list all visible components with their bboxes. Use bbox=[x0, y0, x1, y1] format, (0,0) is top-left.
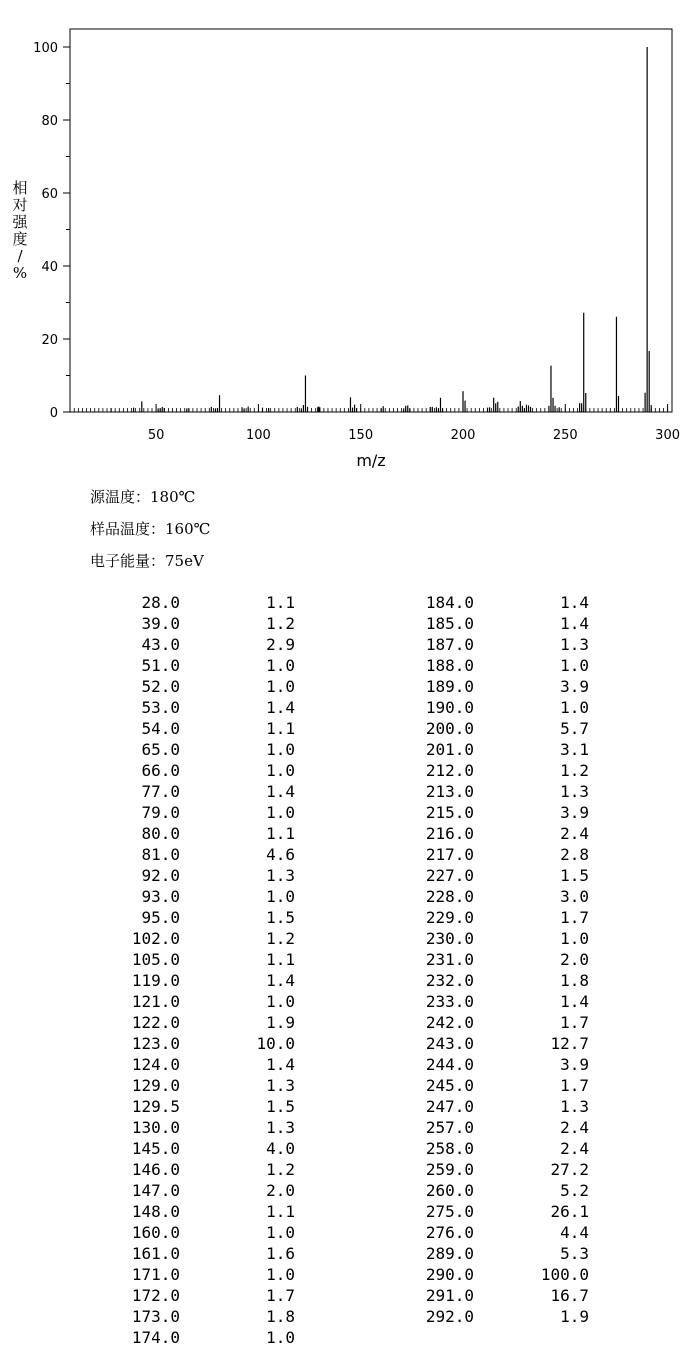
peak-intensity: 1.0 bbox=[266, 1265, 295, 1284]
peak-mz: 79.0 bbox=[141, 803, 180, 822]
peak-mz: 161.0 bbox=[131, 1244, 180, 1263]
peak-intensity: 1.5 bbox=[266, 908, 295, 927]
peak-intensity: 1.1 bbox=[266, 593, 295, 612]
peak-intensity: 1.0 bbox=[560, 656, 589, 675]
peak-mz: 80.0 bbox=[141, 824, 180, 843]
peak-mz: 275.0 bbox=[425, 1202, 474, 1221]
peak-table-left bbox=[96, 592, 295, 1348]
peak-intensity: 1.2 bbox=[266, 614, 295, 633]
peak-mz: 105.0 bbox=[131, 950, 180, 969]
peak-mz: 119.0 bbox=[131, 971, 180, 990]
peak-mz: 129.0 bbox=[131, 1076, 180, 1095]
peak-intensity: 27.2 bbox=[550, 1160, 589, 1179]
peak-row bbox=[390, 739, 589, 760]
peak-mz: 129.5 bbox=[131, 1097, 180, 1116]
peak-row bbox=[96, 718, 295, 739]
x-axis-label: m/z bbox=[356, 451, 386, 470]
peak-row bbox=[96, 781, 295, 802]
peak-intensity: 100.0 bbox=[540, 1265, 589, 1284]
peak-intensity: 2.4 bbox=[560, 824, 589, 843]
peak-intensity: 2.4 bbox=[560, 1118, 589, 1137]
peak-row bbox=[390, 991, 589, 1012]
y-axis-label-char: 对 bbox=[12, 196, 28, 214]
peak-row bbox=[96, 676, 295, 697]
peak-intensity: 1.0 bbox=[266, 1223, 295, 1242]
peak-mz: 93.0 bbox=[141, 887, 180, 906]
peak-row bbox=[96, 1054, 295, 1075]
peak-intensity: 5.2 bbox=[560, 1181, 589, 1200]
peak-intensity: 3.9 bbox=[560, 803, 589, 822]
peak-mz: 229.0 bbox=[425, 908, 474, 927]
peak-mz: 53.0 bbox=[141, 698, 180, 717]
y-axis-label-char: 强 bbox=[12, 213, 28, 231]
peak-row bbox=[96, 655, 295, 676]
peak-intensity: 1.1 bbox=[266, 824, 295, 843]
peak-row bbox=[390, 886, 589, 907]
electron-energy: 电子能量：75eV bbox=[90, 552, 204, 570]
peak-intensity: 2.4 bbox=[560, 1139, 589, 1158]
peak-mz: 190.0 bbox=[425, 698, 474, 717]
peak-mz: 227.0 bbox=[425, 866, 474, 885]
peak-row bbox=[390, 907, 589, 928]
peak-row bbox=[96, 1033, 295, 1054]
peak-mz: 174.0 bbox=[131, 1328, 180, 1347]
peak-row bbox=[96, 844, 295, 865]
peak-intensity: 1.7 bbox=[560, 908, 589, 927]
peak-intensity: 1.0 bbox=[266, 803, 295, 822]
peak-mz: 257.0 bbox=[425, 1118, 474, 1137]
peak-row bbox=[390, 1180, 589, 1201]
peak-intensity: 4.0 bbox=[266, 1139, 295, 1158]
y-tick-label: 60 bbox=[41, 187, 58, 202]
peak-intensity: 1.3 bbox=[560, 782, 589, 801]
y-tick-label: 20 bbox=[41, 333, 58, 348]
peak-row bbox=[390, 1222, 589, 1243]
x-minor-ticks bbox=[74, 408, 667, 412]
peak-row bbox=[390, 613, 589, 634]
peak-mz: 173.0 bbox=[131, 1307, 180, 1326]
peak-mz: 81.0 bbox=[141, 845, 180, 864]
peak-mz: 102.0 bbox=[131, 929, 180, 948]
peak-row bbox=[390, 1285, 589, 1306]
peak-row bbox=[96, 1012, 295, 1033]
peak-mz: 200.0 bbox=[425, 719, 474, 738]
peak-intensity: 1.0 bbox=[266, 656, 295, 675]
peak-mz: 147.0 bbox=[131, 1181, 180, 1200]
peak-row bbox=[390, 718, 589, 739]
peak-intensity: 1.4 bbox=[266, 1055, 295, 1074]
peak-row bbox=[96, 970, 295, 991]
peak-row bbox=[390, 1117, 589, 1138]
peak-mz: 54.0 bbox=[141, 719, 180, 738]
peak-row bbox=[390, 697, 589, 718]
x-tick-label: 150 bbox=[348, 428, 374, 443]
peak-intensity: 2.0 bbox=[560, 950, 589, 969]
peak-row bbox=[96, 1096, 295, 1117]
acquisition-conditions bbox=[90, 487, 210, 583]
peak-row bbox=[390, 1243, 589, 1264]
spectrum-peaks bbox=[111, 47, 651, 412]
peak-row bbox=[96, 1075, 295, 1096]
peak-mz: 160.0 bbox=[131, 1223, 180, 1242]
y-axis-label-char: 相 bbox=[12, 179, 28, 197]
peak-intensity: 10.0 bbox=[256, 1034, 295, 1053]
peak-intensity: 1.7 bbox=[266, 1286, 295, 1305]
peak-mz: 130.0 bbox=[131, 1118, 180, 1137]
peak-mz: 292.0 bbox=[425, 1307, 474, 1326]
peak-mz: 77.0 bbox=[141, 782, 180, 801]
peak-mz: 121.0 bbox=[131, 992, 180, 1011]
peak-intensity: 16.7 bbox=[550, 1286, 589, 1305]
peak-row bbox=[390, 928, 589, 949]
peak-intensity: 1.6 bbox=[266, 1244, 295, 1263]
peak-intensity: 2.9 bbox=[266, 635, 295, 654]
peak-mz: 66.0 bbox=[141, 761, 180, 780]
peak-mz: 123.0 bbox=[131, 1034, 180, 1053]
peak-intensity: 1.8 bbox=[560, 971, 589, 990]
peak-mz: 247.0 bbox=[425, 1097, 474, 1116]
peak-mz: 92.0 bbox=[141, 866, 180, 885]
peak-intensity: 4.4 bbox=[560, 1223, 589, 1242]
peak-intensity: 1.0 bbox=[560, 929, 589, 948]
peak-mz: 212.0 bbox=[425, 761, 474, 780]
peak-intensity: 2.8 bbox=[560, 845, 589, 864]
y-axis-label-char: 度 bbox=[12, 230, 28, 248]
peak-row bbox=[390, 1306, 589, 1327]
peak-mz: 65.0 bbox=[141, 740, 180, 759]
x-tick-label: 200 bbox=[450, 428, 476, 443]
y-axis-ticks bbox=[33, 41, 70, 421]
peak-intensity: 1.4 bbox=[560, 992, 589, 1011]
peak-mz: 145.0 bbox=[131, 1139, 180, 1158]
peak-row bbox=[390, 823, 589, 844]
peak-row bbox=[96, 760, 295, 781]
peak-intensity: 1.4 bbox=[560, 614, 589, 633]
peak-intensity: 12.7 bbox=[550, 1034, 589, 1053]
peak-mz: 259.0 bbox=[425, 1160, 474, 1179]
plot-frame bbox=[70, 29, 672, 412]
peak-intensity: 2.0 bbox=[266, 1181, 295, 1200]
peak-intensity: 1.8 bbox=[266, 1307, 295, 1326]
peak-row bbox=[390, 970, 589, 991]
peak-row bbox=[390, 1138, 589, 1159]
peak-mz: 290.0 bbox=[425, 1265, 474, 1284]
peak-intensity: 1.5 bbox=[560, 866, 589, 885]
peak-row bbox=[96, 1201, 295, 1222]
peak-intensity: 5.3 bbox=[560, 1244, 589, 1263]
peak-row bbox=[390, 1054, 589, 1075]
peak-mz: 291.0 bbox=[425, 1286, 474, 1305]
peak-row bbox=[390, 760, 589, 781]
peak-row bbox=[390, 1012, 589, 1033]
peak-intensity: 1.5 bbox=[266, 1097, 295, 1116]
peak-table-right bbox=[390, 592, 589, 1327]
peak-row bbox=[96, 1327, 295, 1348]
peak-intensity: 3.9 bbox=[560, 677, 589, 696]
peak-row bbox=[96, 886, 295, 907]
peak-mz: 258.0 bbox=[425, 1139, 474, 1158]
mass-spectrum-chart bbox=[0, 0, 696, 480]
peak-intensity: 1.0 bbox=[266, 677, 295, 696]
peak-row bbox=[96, 1180, 295, 1201]
peak-row bbox=[390, 1201, 589, 1222]
peak-row bbox=[390, 802, 589, 823]
peak-mz: 124.0 bbox=[131, 1055, 180, 1074]
peak-row bbox=[96, 1117, 295, 1138]
peak-row bbox=[390, 676, 589, 697]
y-tick-label: 100 bbox=[33, 41, 58, 56]
peak-intensity: 4.6 bbox=[266, 845, 295, 864]
peak-row bbox=[96, 802, 295, 823]
peak-intensity: 1.3 bbox=[560, 635, 589, 654]
peak-intensity: 1.4 bbox=[266, 782, 295, 801]
y-axis-label-char: % bbox=[12, 264, 28, 282]
peak-intensity: 1.0 bbox=[266, 992, 295, 1011]
peak-intensity: 1.2 bbox=[266, 929, 295, 948]
peak-intensity: 1.4 bbox=[266, 971, 295, 990]
peak-intensity: 1.9 bbox=[266, 1013, 295, 1032]
peak-intensity: 1.2 bbox=[266, 1160, 295, 1179]
peak-mz: 39.0 bbox=[141, 614, 180, 633]
peak-row bbox=[390, 634, 589, 655]
peak-mz: 122.0 bbox=[131, 1013, 180, 1032]
peak-row bbox=[390, 865, 589, 886]
peak-row bbox=[390, 781, 589, 802]
peak-mz: 242.0 bbox=[425, 1013, 474, 1032]
peak-mz: 184.0 bbox=[425, 593, 474, 612]
peak-intensity: 1.3 bbox=[560, 1097, 589, 1116]
peak-row bbox=[96, 991, 295, 1012]
peak-row bbox=[96, 613, 295, 634]
peak-row bbox=[96, 634, 295, 655]
peak-row bbox=[96, 1264, 295, 1285]
peak-row bbox=[96, 1285, 295, 1306]
peak-mz: 51.0 bbox=[141, 656, 180, 675]
peak-intensity: 1.3 bbox=[266, 1076, 295, 1095]
y-axis-label-char: / bbox=[17, 247, 23, 265]
peak-intensity: 3.9 bbox=[560, 1055, 589, 1074]
peak-row bbox=[390, 1096, 589, 1117]
y-tick-label: 80 bbox=[41, 114, 58, 129]
peak-row bbox=[390, 1159, 589, 1180]
y-axis-label bbox=[10, 180, 30, 282]
peak-intensity: 1.1 bbox=[266, 719, 295, 738]
y-tick-label: 0 bbox=[49, 406, 58, 421]
peak-intensity: 1.4 bbox=[560, 593, 589, 612]
peak-intensity: 1.0 bbox=[266, 740, 295, 759]
peak-intensity: 1.0 bbox=[266, 761, 295, 780]
y-tick-label: 40 bbox=[41, 260, 58, 275]
peak-mz: 260.0 bbox=[425, 1181, 474, 1200]
peak-intensity: 1.3 bbox=[266, 1118, 295, 1137]
peak-row bbox=[96, 823, 295, 844]
peak-row bbox=[96, 1243, 295, 1264]
peak-mz: 217.0 bbox=[425, 845, 474, 864]
peak-mz: 232.0 bbox=[425, 971, 474, 990]
peak-row bbox=[96, 907, 295, 928]
peak-row bbox=[390, 844, 589, 865]
peak-mz: 52.0 bbox=[141, 677, 180, 696]
peak-mz: 171.0 bbox=[131, 1265, 180, 1284]
peak-intensity: 1.9 bbox=[560, 1307, 589, 1326]
source-temperature: 源温度：180℃ bbox=[90, 488, 196, 506]
x-tick-label: 50 bbox=[147, 428, 165, 443]
peak-mz: 243.0 bbox=[425, 1034, 474, 1053]
peak-intensity: 1.3 bbox=[266, 866, 295, 885]
peak-mz: 185.0 bbox=[425, 614, 474, 633]
peak-mz: 146.0 bbox=[131, 1160, 180, 1179]
peak-row bbox=[390, 1033, 589, 1054]
peak-mz: 233.0 bbox=[425, 992, 474, 1011]
x-tick-label: 100 bbox=[245, 428, 271, 443]
peak-row bbox=[96, 865, 295, 886]
peak-intensity: 3.1 bbox=[560, 740, 589, 759]
peak-mz: 43.0 bbox=[141, 635, 180, 654]
peak-row bbox=[96, 1222, 295, 1243]
peak-intensity: 26.1 bbox=[550, 1202, 589, 1221]
peak-mz: 289.0 bbox=[425, 1244, 474, 1263]
peak-mz: 231.0 bbox=[425, 950, 474, 969]
peak-row bbox=[96, 1306, 295, 1327]
peak-mz: 244.0 bbox=[425, 1055, 474, 1074]
peak-intensity: 1.4 bbox=[266, 698, 295, 717]
peak-row bbox=[96, 1159, 295, 1180]
peak-row bbox=[96, 928, 295, 949]
peak-row bbox=[96, 697, 295, 718]
peak-intensity: 1.2 bbox=[560, 761, 589, 780]
peak-mz: 28.0 bbox=[141, 593, 180, 612]
peak-intensity: 1.1 bbox=[266, 950, 295, 969]
peak-row bbox=[96, 949, 295, 970]
peak-row bbox=[96, 592, 295, 613]
peak-intensity: 1.7 bbox=[560, 1076, 589, 1095]
peak-mz: 172.0 bbox=[131, 1286, 180, 1305]
peak-row bbox=[96, 739, 295, 760]
peak-intensity: 1.7 bbox=[560, 1013, 589, 1032]
peak-mz: 95.0 bbox=[141, 908, 180, 927]
peak-intensity: 3.0 bbox=[560, 887, 589, 906]
peak-mz: 228.0 bbox=[425, 887, 474, 906]
peak-mz: 188.0 bbox=[425, 656, 474, 675]
peak-row bbox=[96, 1138, 295, 1159]
x-tick-label: 250 bbox=[552, 428, 578, 443]
peak-intensity: 1.0 bbox=[560, 698, 589, 717]
peak-mz: 216.0 bbox=[425, 824, 474, 843]
peak-row bbox=[390, 949, 589, 970]
peak-mz: 189.0 bbox=[425, 677, 474, 696]
peak-mz: 213.0 bbox=[425, 782, 474, 801]
peak-intensity: 1.0 bbox=[266, 887, 295, 906]
peak-intensity: 1.0 bbox=[266, 1328, 295, 1347]
peak-mz: 201.0 bbox=[425, 740, 474, 759]
peak-row bbox=[390, 1075, 589, 1096]
peak-mz: 245.0 bbox=[425, 1076, 474, 1095]
peak-mz: 187.0 bbox=[425, 635, 474, 654]
peak-row bbox=[390, 592, 589, 613]
peak-mz: 148.0 bbox=[131, 1202, 180, 1221]
peak-intensity: 1.1 bbox=[266, 1202, 295, 1221]
peak-mz: 215.0 bbox=[425, 803, 474, 822]
x-tick-label: 300 bbox=[655, 428, 681, 443]
peak-row bbox=[390, 655, 589, 676]
peak-mz: 276.0 bbox=[425, 1223, 474, 1242]
sample-temperature: 样品温度：160℃ bbox=[90, 520, 211, 538]
peak-mz: 230.0 bbox=[425, 929, 474, 948]
peak-row bbox=[390, 1264, 589, 1285]
peak-intensity: 5.7 bbox=[560, 719, 589, 738]
